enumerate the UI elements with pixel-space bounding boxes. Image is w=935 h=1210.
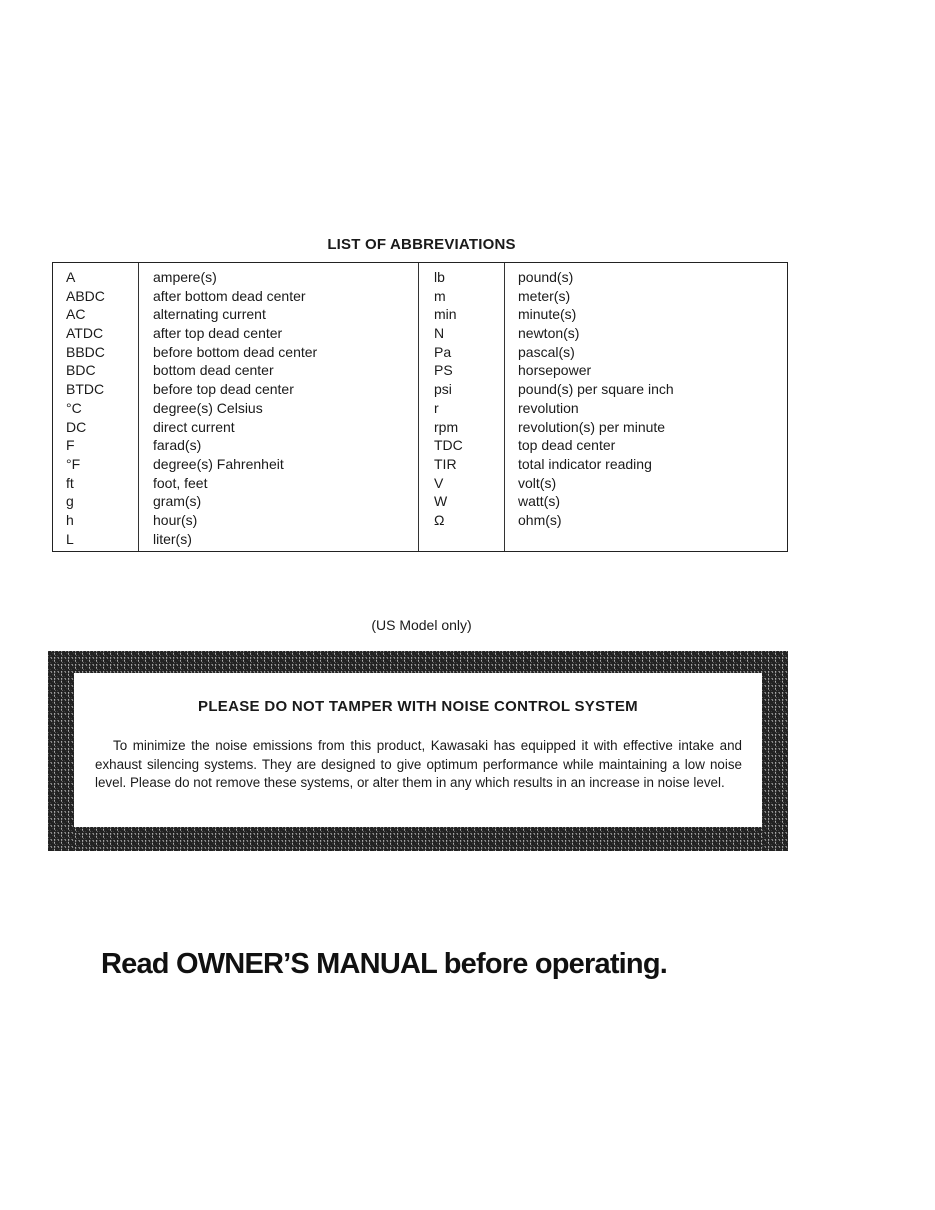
- abbreviation-cell: V: [434, 474, 444, 491]
- meaning-cell: volt(s): [518, 474, 557, 491]
- abbreviation-cell: BBDC: [66, 343, 105, 360]
- abbreviation-cell: N: [434, 325, 445, 342]
- meaning-cell: top dead center: [518, 437, 616, 454]
- abbreviation-cell: r: [434, 399, 439, 416]
- decorative-border-bottom: [48, 827, 788, 851]
- meaning-cell: pound(s): [518, 269, 574, 285]
- abbreviation-cell: TIR: [434, 455, 457, 472]
- meaning-cell: pound(s) per square inch: [518, 381, 674, 398]
- meaning-cell: revolution: [518, 399, 579, 416]
- notice-heading: PLEASE DO NOT TAMPER WITH NOISE CONTROL SYSTEM: [198, 698, 638, 715]
- meaning-cell: ohm(s): [518, 511, 562, 528]
- abbreviation-cell: min: [434, 306, 457, 323]
- read-manual-warning: Read OWNER’S MANUAL before operating.: [101, 948, 668, 980]
- meaning-cell: pascal(s): [518, 343, 575, 360]
- meaning-cell: minute(s): [518, 306, 577, 323]
- abbreviations-title: LIST OF ABBREVIATIONS: [327, 236, 516, 253]
- meaning-cell: degree(s) Fahrenheit: [153, 455, 284, 472]
- abbreviation-cell: TDC: [434, 437, 463, 454]
- noise-control-notice: [48, 651, 788, 851]
- meaning-cell: watt(s): [518, 493, 560, 510]
- abbreviation-cell: BTDC: [66, 381, 105, 398]
- meaning-cell: horsepower: [518, 362, 592, 379]
- abbreviation-cell: °F: [66, 455, 81, 472]
- meaning-cell: liter(s): [153, 530, 192, 547]
- meaning-cell: total indicator reading: [518, 455, 652, 472]
- abbreviation-cell: g: [66, 493, 74, 510]
- abbreviation-cell: ATDC: [66, 325, 104, 342]
- meaning-cell: before bottom dead center: [153, 343, 318, 360]
- meaning-cell: before top dead center: [153, 381, 294, 398]
- abbreviation-cell: psi: [434, 381, 452, 398]
- decorative-border-top: [48, 651, 788, 673]
- abbreviation-cell: ABDC: [66, 287, 105, 304]
- abbreviation-cell: rpm: [434, 418, 459, 435]
- abbreviation-cell: Pa: [434, 343, 452, 360]
- abbreviation-cell: ft: [66, 474, 74, 491]
- abbreviations-table: [52, 262, 788, 552]
- abbreviation-cell: h: [66, 511, 74, 528]
- meaning-cell: newton(s): [518, 325, 580, 342]
- right-abbr-column: [419, 263, 505, 551]
- left-meaning-column: [139, 263, 419, 551]
- meaning-cell: revolution(s) per minute: [518, 418, 666, 435]
- abbreviation-cell: m: [434, 287, 446, 304]
- meaning-cell: foot, feet: [153, 474, 208, 491]
- meaning-cell: after bottom dead center: [153, 287, 306, 304]
- abbreviation-cell: F: [66, 437, 75, 454]
- meaning-cell: alternating current: [153, 306, 266, 323]
- abbreviation-cell: DC: [66, 418, 87, 435]
- abbreviation-cell: PS: [434, 362, 453, 379]
- meaning-cell: direct current: [153, 418, 235, 435]
- abbreviation-cell: AC: [66, 306, 86, 323]
- meaning-cell: gram(s): [153, 493, 202, 510]
- us-model-note: (US Model only): [371, 617, 472, 633]
- abbreviation-cell: A: [66, 269, 76, 285]
- meaning-cell: degree(s) Celsius: [153, 399, 263, 416]
- meaning-cell: hour(s): [153, 511, 198, 528]
- decorative-border-right: [762, 651, 788, 851]
- meaning-cell: farad(s): [153, 437, 202, 454]
- abbreviation-cell: Ω: [434, 511, 445, 528]
- notice-content: [74, 673, 762, 827]
- meaning-cell: after top dead center: [153, 325, 283, 342]
- abbreviation-cell: L: [66, 530, 74, 547]
- abbreviation-cell: W: [434, 493, 448, 510]
- right-meaning-column: [505, 263, 787, 551]
- left-abbr-column: [53, 263, 139, 551]
- meaning-cell: meter(s): [518, 287, 571, 304]
- notice-body: To minimize the noise emissions from this product, Kawasaki has equipped it with effective intake and exhaust silencing systems. They are designed to give optimum performance while maintaining a low noise level. Please do not remove these systems, or alter them in any which results in an increase in noise level.: [95, 738, 742, 791]
- abbreviation-cell: lb: [434, 269, 445, 285]
- meaning-cell: bottom dead center: [153, 362, 274, 379]
- meaning-cell: ampere(s): [153, 269, 217, 285]
- decorative-border-left: [48, 651, 74, 851]
- abbreviation-cell: BDC: [66, 362, 96, 379]
- abbreviation-cell: °C: [66, 399, 82, 416]
